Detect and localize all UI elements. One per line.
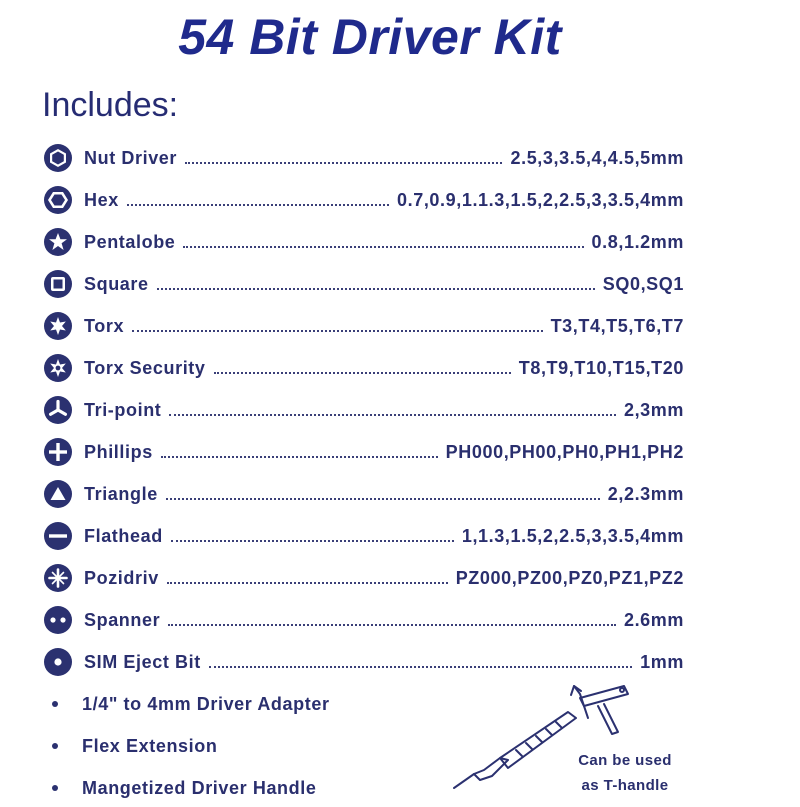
item-row-triangle [44, 478, 684, 510]
leader-dots [157, 288, 595, 290]
item-value: 1,1.3,1.5,2,2.5,3,3.5,4mm [461, 525, 684, 546]
item-row-torx [44, 310, 684, 342]
item-row-square [44, 268, 684, 300]
item-value: 1mm [640, 651, 684, 672]
square-icon [44, 270, 72, 298]
item-value: SQ0,SQ1 [602, 273, 684, 294]
nut-driver-icon [44, 144, 72, 172]
leader-dots [183, 246, 583, 248]
item-label: Spanner [84, 609, 161, 630]
includes-heading: Includes: [42, 86, 179, 124]
leader-dots [127, 204, 389, 206]
item-value: PH000,PH00,PH0,PH1,PH2 [445, 441, 684, 462]
item-label: Triangle [84, 483, 158, 504]
leader-dots [185, 162, 502, 164]
item-row-flathead [44, 520, 684, 552]
item-label: Flathead [84, 525, 163, 546]
t-handle-note-line2: as T-handle [581, 777, 669, 794]
triangle-icon [44, 480, 72, 508]
item-value: 0.7,0.9,1.1.3,1.5,2,2.5,3,3.5,4mm [397, 189, 684, 210]
item-row-hex [44, 184, 684, 216]
hex-icon [44, 186, 72, 214]
leader-dots [166, 498, 600, 500]
bullet-dot [52, 743, 58, 749]
item-row-pentalobe [44, 226, 684, 258]
extra-item-driver-handle [52, 774, 316, 802]
bullet-dot [52, 785, 58, 791]
sim-eject-icon [44, 648, 72, 676]
item-row-tri-point [44, 394, 684, 426]
item-label: Tri-point [84, 399, 162, 420]
item-value: 0.8,1.2mm [591, 231, 684, 252]
leader-dots [167, 582, 448, 584]
leader-dots [161, 456, 438, 458]
spanner-icon [44, 606, 72, 634]
item-row-sim-eject [44, 646, 684, 678]
item-label: Torx Security [84, 357, 206, 378]
extra-label: 1/4" to 4mm Driver Adapter [82, 693, 330, 714]
item-label: Square [84, 273, 149, 294]
tri-point-icon [44, 396, 72, 424]
extra-item-adapter [52, 690, 330, 718]
phillips-icon [44, 438, 72, 466]
item-row-phillips [44, 436, 684, 468]
item-label: Hex [84, 189, 119, 210]
item-row-torx-security [44, 352, 684, 384]
bullet-dot [52, 701, 58, 707]
torx-icon [44, 312, 72, 340]
item-value: T3,T4,T5,T6,T7 [550, 315, 684, 336]
item-label: Phillips [84, 441, 153, 462]
item-value: 2,2.3mm [607, 483, 684, 504]
item-label: Nut Driver [84, 147, 178, 168]
pozidriv-icon [44, 564, 72, 592]
leader-dots [169, 414, 616, 416]
item-row-spanner [44, 604, 684, 636]
item-label: SIM Eject Bit [84, 651, 201, 672]
item-value: 2.5,3,3.5,4,4.5,5mm [510, 147, 684, 168]
flathead-icon [44, 522, 72, 550]
leader-dots [209, 666, 632, 668]
extra-label: Flex Extension [82, 735, 218, 756]
page-title: 54 Bit Driver Kit [178, 9, 562, 65]
leader-dots [171, 540, 454, 542]
item-label: Torx [84, 315, 125, 336]
item-row-nut-driver [44, 142, 684, 174]
leader-dots [214, 372, 511, 374]
item-label: Pentalobe [84, 231, 176, 252]
item-row-pozidriv [44, 562, 684, 594]
torx-security-icon [44, 354, 72, 382]
item-value: 2.6mm [623, 609, 684, 630]
item-value: T8,T9,T10,T15,T20 [518, 357, 684, 378]
extra-item-flex-extension [52, 732, 217, 760]
item-value: PZ000,PZ00,PZ0,PZ1,PZ2 [455, 567, 684, 588]
leader-dots [168, 624, 616, 626]
item-label: Pozidriv [84, 567, 159, 588]
t-handle-note-line1: Can be used [578, 752, 672, 769]
pentalobe-icon [44, 228, 72, 256]
leader-dots [132, 330, 542, 332]
item-value: 2,3mm [623, 399, 684, 420]
extra-label: Mangetized Driver Handle [82, 777, 317, 798]
